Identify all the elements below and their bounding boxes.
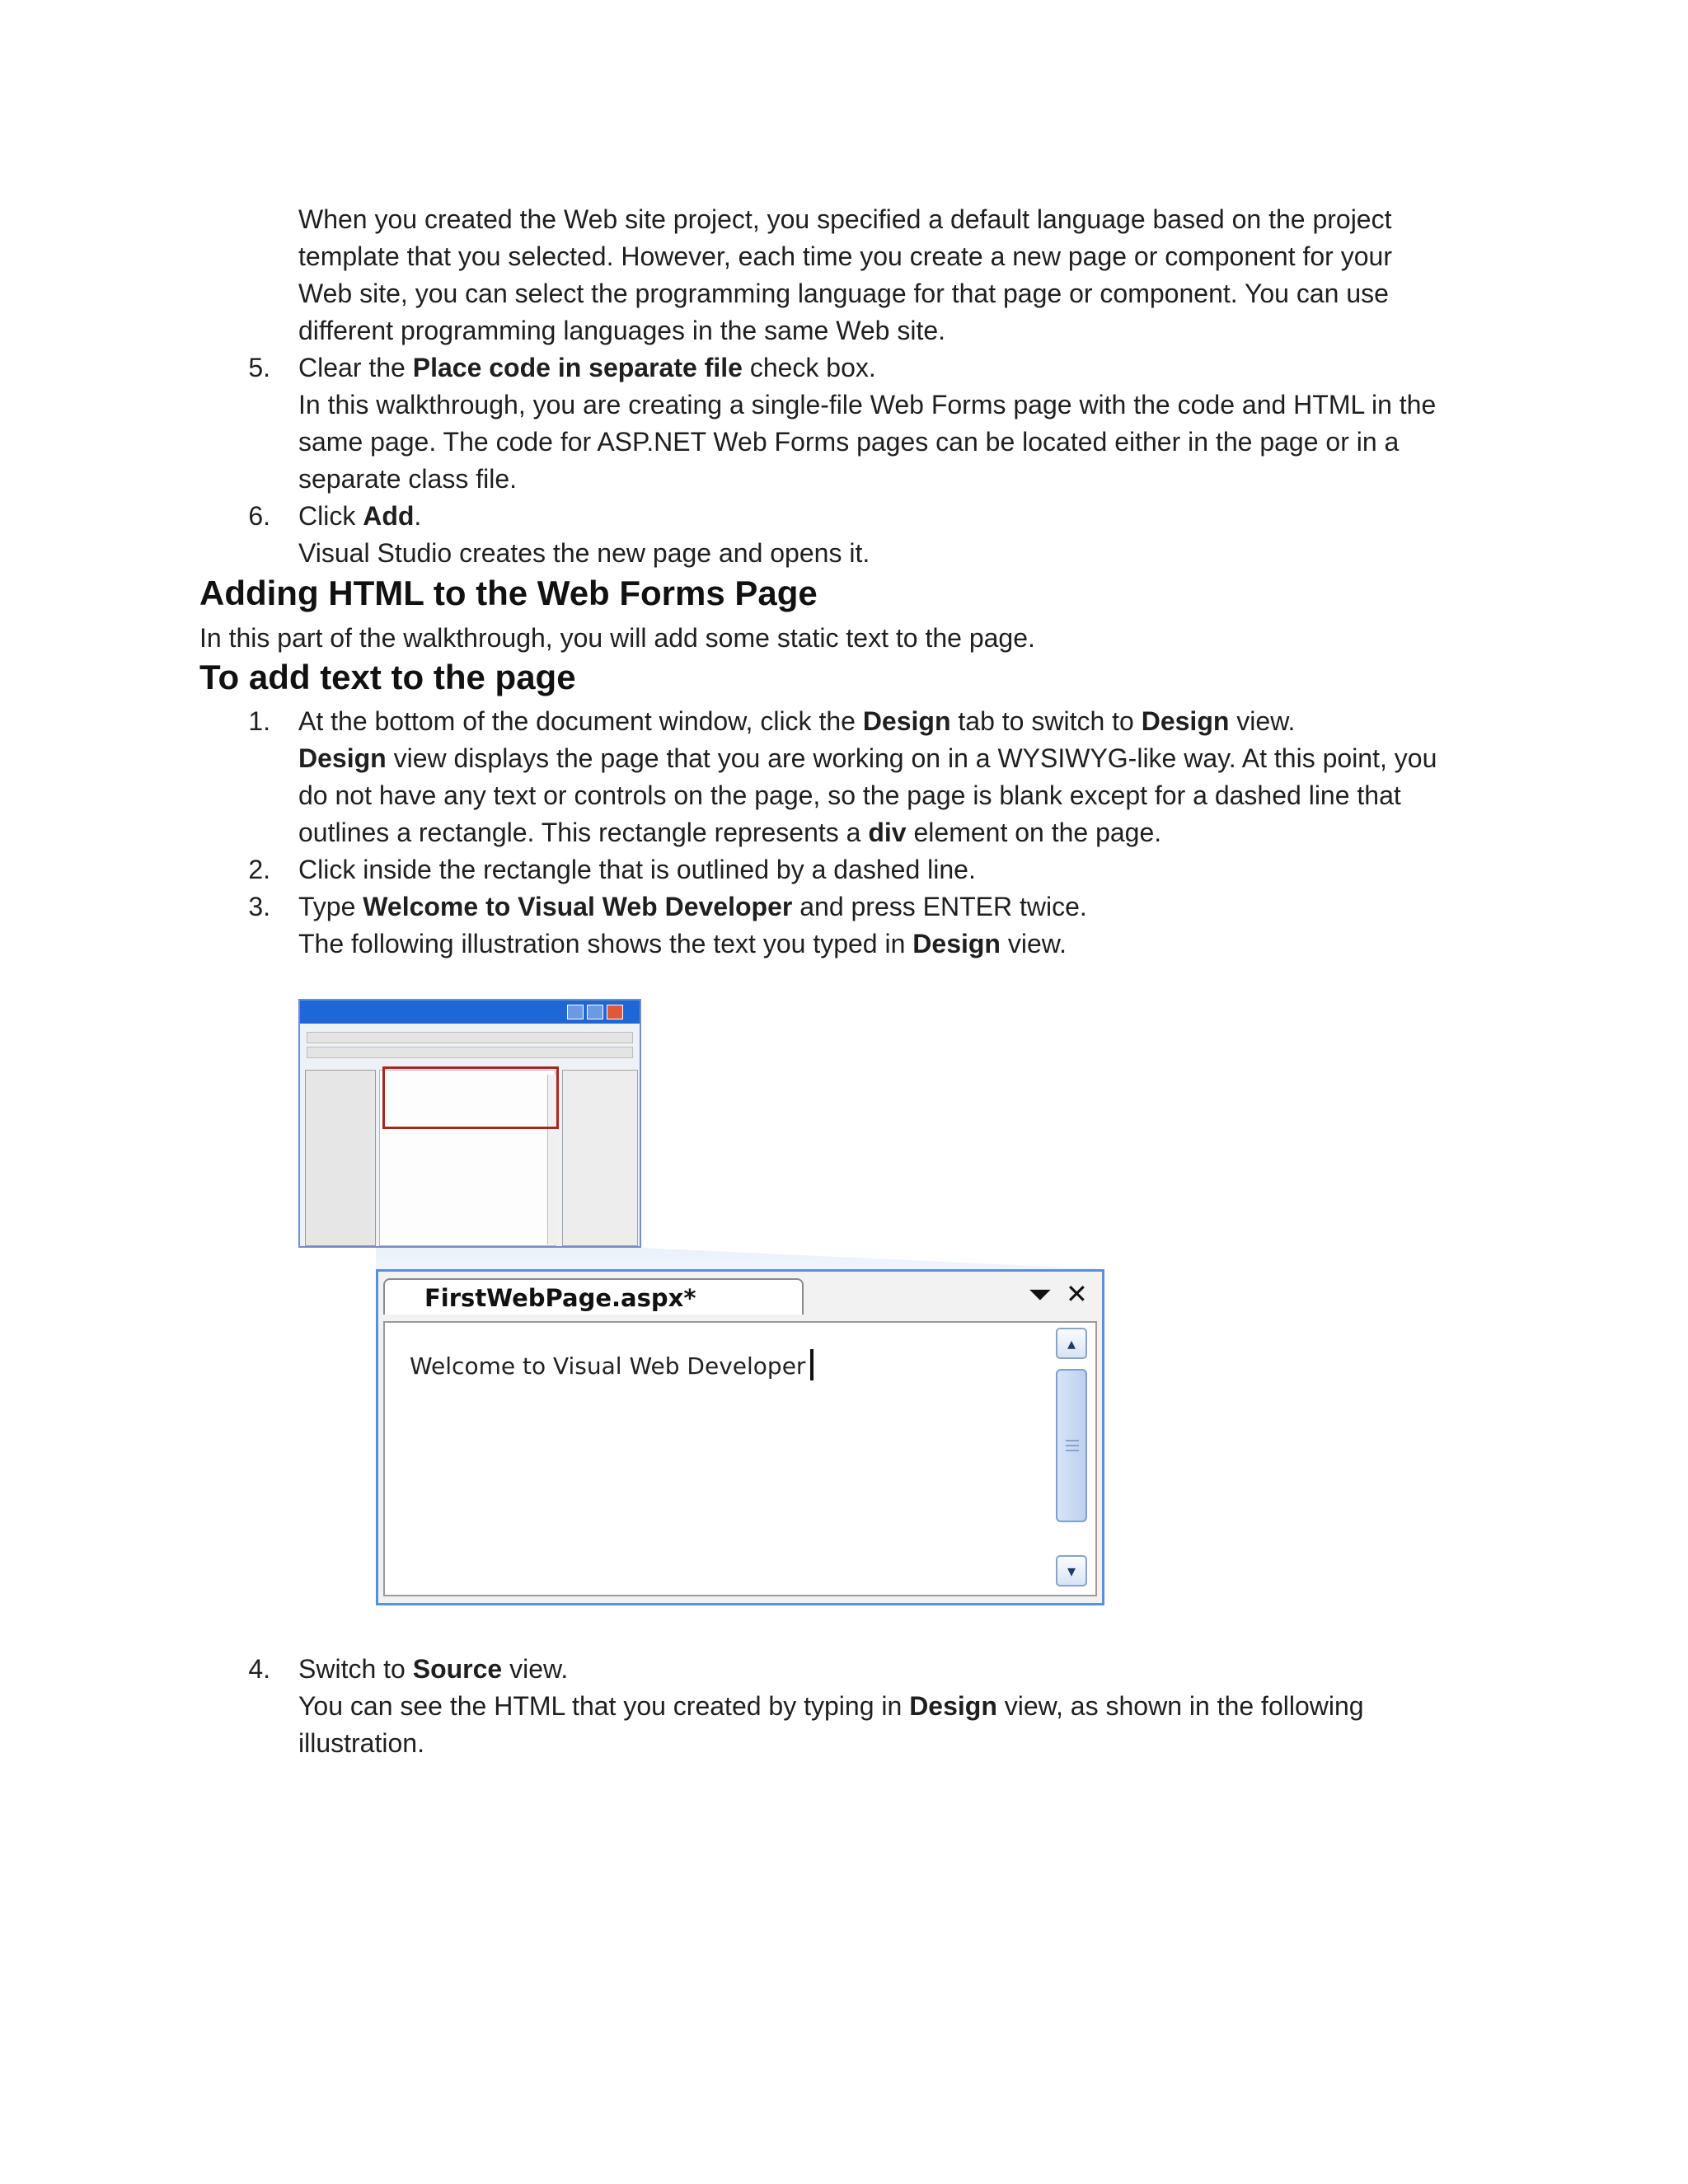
vertical-scrollbar[interactable] bbox=[1056, 1328, 1089, 1590]
proc3-text: Type Welcome to Visual Web Developer and press ENTER twice. bbox=[298, 892, 1087, 921]
proc2-number: 2. bbox=[248, 855, 270, 884]
step5-detail-3: separate class file. bbox=[298, 464, 518, 494]
step5-detail-2: same page. The code for ASP.NET Web Forms pages can be located either in the page or in a bbox=[298, 427, 1400, 457]
grip-line bbox=[1066, 1440, 1079, 1441]
scroll-up-button[interactable]: ▴ bbox=[1056, 1328, 1087, 1359]
proc2-text: Click inside the rectangle that is outlined by a dashed line. bbox=[298, 855, 976, 884]
proc1-number: 1. bbox=[248, 706, 270, 736]
typed-text: Welcome to Visual Web Developer bbox=[410, 1349, 814, 1380]
intro-line-3: Web site, you can select the programming language for that page or component. You can use bbox=[298, 279, 1389, 308]
scroll-down-button[interactable]: ▾ bbox=[1056, 1555, 1087, 1586]
step6-detail: Visual Studio creates the new page and opens it. bbox=[298, 538, 870, 568]
thumbnail-toolbox-pane bbox=[305, 1070, 376, 1246]
grip-line bbox=[1066, 1450, 1079, 1451]
proc1-detail-3: outlines a rectangle. This rectangle represents a div element on the page. bbox=[298, 818, 1162, 847]
step6-number: 6. bbox=[248, 501, 270, 531]
proc4-number: 4. bbox=[248, 1654, 270, 1684]
maximize-icon bbox=[587, 1005, 603, 1019]
procedure-heading: To add text to the page bbox=[199, 658, 576, 696]
proc1-text: At the bottom of the document window, click the Design tab to switch to Design view. bbox=[298, 706, 1296, 736]
step6-bold: Add bbox=[363, 501, 415, 531]
close-icon bbox=[607, 1005, 623, 1019]
thumbnail-toolbar-2 bbox=[307, 1047, 633, 1058]
thumbnail-toolbar-1 bbox=[307, 1032, 633, 1043]
dropdown-icon[interactable]: ⏷ bbox=[1029, 1278, 1051, 1310]
step6-text: Click Add. bbox=[298, 501, 422, 531]
section-heading: Adding HTML to the Web Forms Page bbox=[199, 574, 818, 612]
intro-line-1: When you created the Web site project, you specified a default language based on the project bbox=[298, 204, 1392, 234]
proc1-detail-2: do not have any text or controls on the page, so the page is blank except for a dashed line that bbox=[298, 780, 1401, 810]
proc4-text: Switch to Source view. bbox=[298, 1654, 569, 1684]
thumbnail-window bbox=[298, 999, 641, 1248]
intro-line-2: template that you selected. However, each time you create a new page or component for your bbox=[298, 241, 1392, 271]
thumbnail-highlight bbox=[382, 1066, 559, 1129]
step5-number: 5. bbox=[248, 353, 270, 382]
proc4-detail-1: You can see the HTML that you created by typing in Design view, as shown in the following bbox=[298, 1691, 1364, 1721]
text-caret bbox=[810, 1349, 814, 1380]
step5-text: Clear the Place code in separate file check box. bbox=[298, 353, 876, 382]
intro-line-4: different programming languages in the same Web site. bbox=[298, 316, 946, 345]
step5-bold: Place code in separate file bbox=[412, 353, 743, 382]
minimize-icon bbox=[567, 1005, 584, 1019]
proc3-number: 3. bbox=[248, 892, 270, 921]
close-tab-icon[interactable]: ✕ bbox=[1066, 1278, 1088, 1310]
proc3-detail: The following illustration shows the text you typed in Design view. bbox=[298, 929, 1067, 958]
proc1-detail-1: Design view displays the page that you are working on in a WYSIWYG-like way. At this point, you bbox=[298, 743, 1437, 773]
step5-detail-1: In this walkthrough, you are creating a single-file Web Forms page with the code and HTML in the bbox=[298, 390, 1437, 419]
tab-label: FirstWebPage.aspx* bbox=[424, 1284, 696, 1312]
section-intro: In this part of the walkthrough, you will add some static text to the page. bbox=[199, 623, 1035, 653]
grip-line bbox=[1066, 1445, 1079, 1446]
editor-window bbox=[376, 1269, 1104, 1605]
thumbnail-properties-pane bbox=[562, 1070, 638, 1246]
proc4-detail-2: illustration. bbox=[298, 1728, 424, 1758]
design-surface[interactable] bbox=[383, 1321, 1097, 1596]
scroll-thumb[interactable] bbox=[1056, 1369, 1087, 1522]
document-tab[interactable] bbox=[383, 1278, 804, 1315]
thumbnail-titlebar bbox=[300, 1001, 640, 1024]
